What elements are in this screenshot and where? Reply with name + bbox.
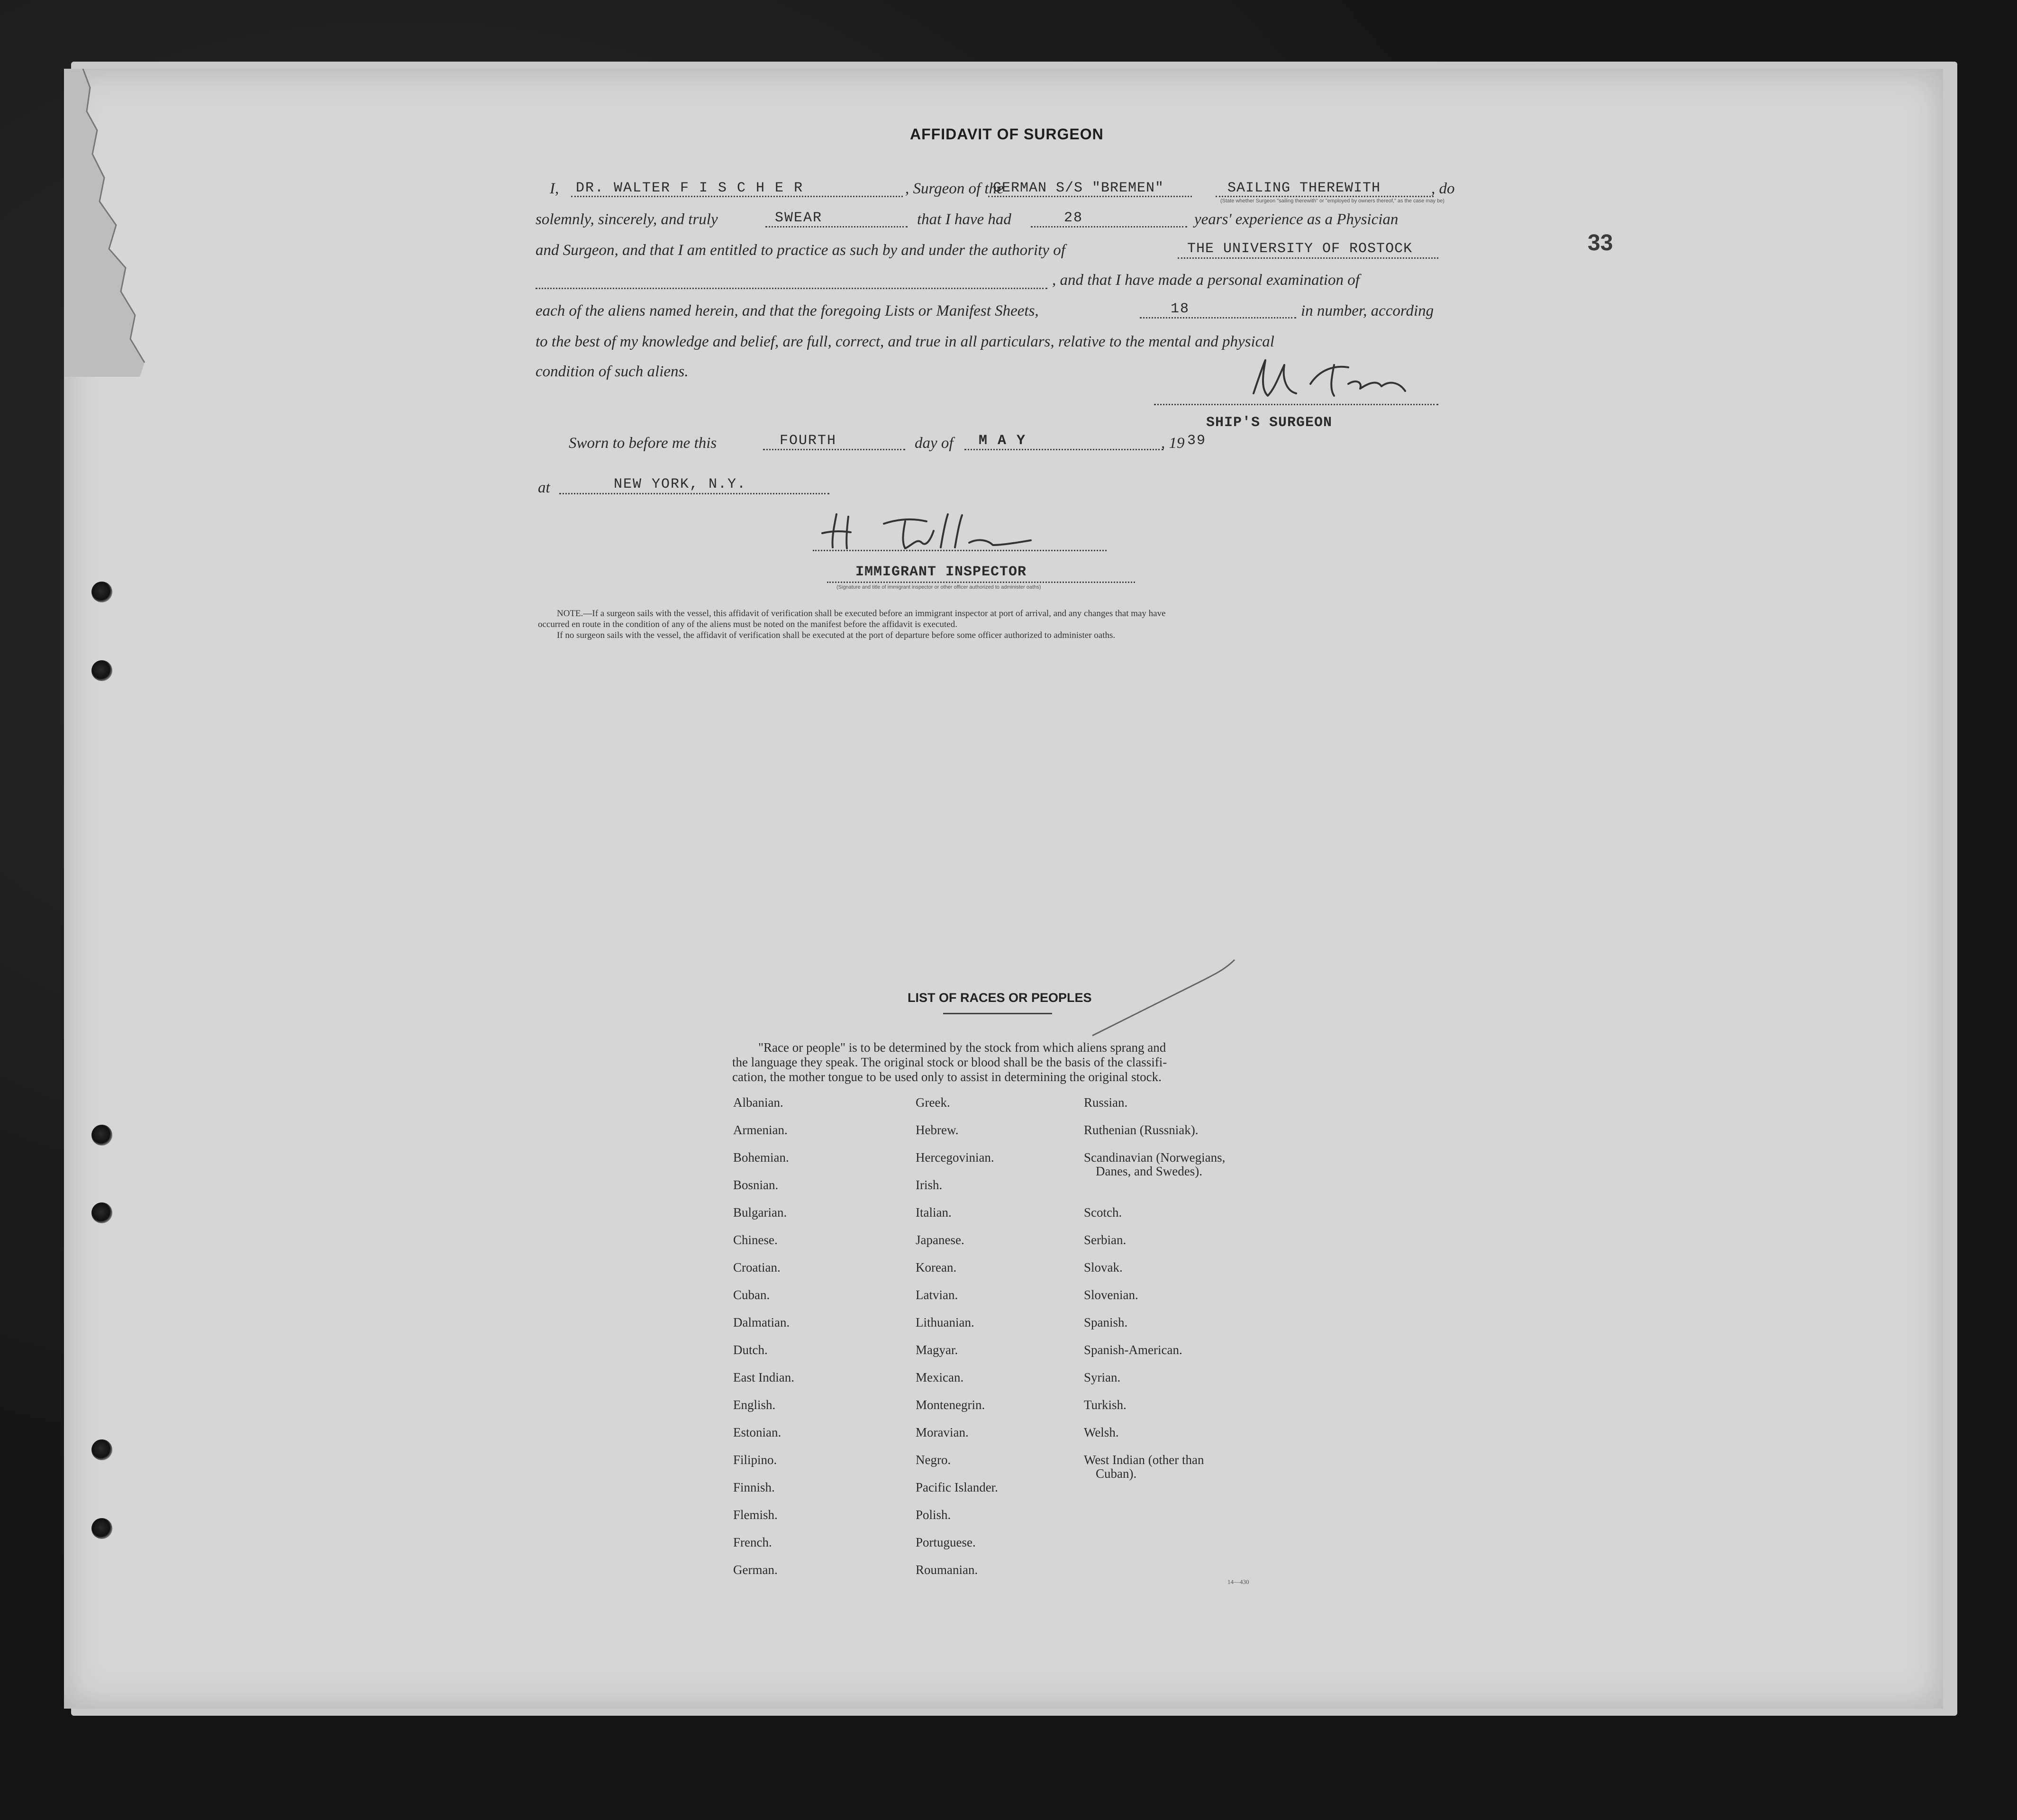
inspector-label: IMMIGRANT INSPECTOR	[855, 564, 1027, 580]
race-item: Syrian.	[1084, 1370, 1121, 1384]
race-item: Pacific Islander.	[916, 1480, 998, 1494]
race-item: Japanese.	[916, 1233, 964, 1247]
status-note: (State whether Surgeon "sailing therewith" or "employed by owners thereof," as the case may be)	[1220, 198, 1445, 204]
race-item: Estonian.	[733, 1425, 781, 1439]
sworn-day: FOURTH	[780, 433, 837, 449]
ship-name: GERMAN S/S "BREMEN"	[993, 180, 1164, 196]
years-experience: 28	[1064, 210, 1083, 226]
race-item: Cuban.	[733, 1288, 770, 1302]
line1-prefix: I,	[550, 180, 559, 197]
race-item: East Indian.	[733, 1370, 794, 1384]
surgeon-status: SAILING THEREWITH	[1227, 180, 1381, 196]
binder-hole	[91, 660, 112, 681]
document-page	[64, 69, 1943, 1709]
sworn-year-prefix: , 19	[1161, 435, 1185, 452]
page-number: 33	[1588, 230, 1613, 255]
race-item: Cuban).	[1096, 1466, 1137, 1481]
races-intro-line-3: cation, the mother tongue to be used only to assist in determining the original stock.	[732, 1070, 1162, 1084]
race-item: Scotch.	[1084, 1205, 1122, 1219]
race-item: German.	[733, 1563, 778, 1577]
race-item: Croatian.	[733, 1260, 781, 1274]
manifest-sheets-underline	[1140, 317, 1296, 318]
race-item: Polish.	[916, 1508, 951, 1522]
line1-mid: , Surgeon of the	[905, 180, 1004, 197]
race-item: Filipino.	[733, 1453, 777, 1467]
race-item: Negro.	[916, 1453, 951, 1467]
race-item: Spanish.	[1084, 1315, 1128, 1329]
races-intro	[732, 1040, 1327, 1084]
race-item: Chinese.	[733, 1233, 778, 1247]
race-item: Bulgarian.	[733, 1205, 787, 1219]
race-item: Moravian.	[916, 1425, 969, 1439]
inspector-signature-line	[813, 550, 1107, 551]
note-line-3: If no surgeon sails with the vessel, the affidavit of verification shall be executed at the port of departure before some officer authorized to administer oaths.	[557, 630, 1116, 640]
form-number: 14—430	[1227, 1578, 1249, 1585]
binder-hole	[91, 1439, 112, 1460]
binder-hole	[91, 582, 112, 602]
line1-suffix: , do	[1431, 180, 1455, 197]
oath-type: SWEAR	[775, 210, 823, 226]
binder-hole	[91, 1518, 112, 1539]
race-item: Scandinavian (Norwegians,	[1084, 1150, 1226, 1165]
note-line-1: NOTE.—If a surgeon sails with the vessel, this affidavit of verification shall be executed before an immigrant inspector at port of arrival, and any changes that may have	[557, 609, 1166, 619]
race-item: Flemish.	[733, 1508, 778, 1522]
surgeon-name: DR. WALTER F I S C H E R	[576, 180, 804, 196]
line2-mid: that I have had	[917, 211, 1011, 228]
surgeon-signature-line	[1154, 404, 1438, 405]
torn-edge	[64, 69, 159, 377]
line2-prefix: solemnly, sincerely, and truly	[536, 211, 718, 228]
race-item: Lithuanian.	[916, 1315, 974, 1329]
surgeon-status-line	[1216, 196, 1434, 197]
sworn-place: NEW YORK, N.Y.	[614, 476, 747, 492]
race-item: Slovenian.	[1084, 1288, 1138, 1302]
race-item: Serbian.	[1084, 1233, 1127, 1247]
surgeon-signature	[1239, 351, 1476, 408]
races-title: LIST OF RACES OR PEOPLES	[908, 991, 1092, 1005]
pencil-mark	[1083, 950, 1249, 1045]
race-item: Portuguese.	[916, 1535, 976, 1549]
race-item: Hebrew.	[916, 1123, 959, 1137]
race-item: English.	[733, 1398, 776, 1412]
race-item: Italian.	[916, 1205, 952, 1219]
sworn-month: M A Y	[979, 433, 1027, 449]
race-item: Korean.	[916, 1260, 957, 1274]
binder-hole	[91, 1202, 112, 1223]
race-item: Mexican.	[916, 1370, 964, 1384]
race-item: Roumanian.	[916, 1563, 978, 1577]
oath-type-line	[765, 226, 908, 228]
line7: condition of such aliens.	[536, 363, 689, 380]
note-line-2: occurred en route in the condition of any of the aliens must be noted on the manifest before the affidavit is executed.	[538, 619, 957, 629]
ship-name-line	[988, 196, 1192, 197]
affidavit-note	[538, 608, 1438, 641]
at-prefix: at	[538, 479, 550, 496]
sworn-prefix: Sworn to before me this	[569, 435, 717, 452]
race-item: French.	[733, 1535, 772, 1549]
races-intro-line-2: the language they speak. The original stock or blood shall be the basis of the classifi-	[732, 1055, 1167, 1069]
sworn-day-line	[763, 449, 905, 450]
surgeon-name-line	[571, 196, 903, 197]
race-item: West Indian (other than	[1084, 1453, 1204, 1467]
race-item: Finnish.	[733, 1480, 775, 1494]
affidavit-title: AFFIDAVIT OF SURGEON	[910, 126, 1104, 143]
race-item: Bosnian.	[733, 1178, 779, 1192]
race-item: Danes, and Swedes).	[1096, 1164, 1202, 1178]
inspector-label-line	[827, 582, 1135, 583]
race-item: Hercegovinian.	[916, 1150, 994, 1165]
line4-suffix: , and that I have made a personal examination of	[1052, 272, 1360, 289]
inspector-note: (Signature and title of immigrant inspector or other officer authorized to administer oaths)	[836, 584, 1041, 590]
line3-prefix: and Surgeon, and that I am entitled to practice as such by and under the authority of	[536, 242, 1065, 259]
race-item: Bohemian.	[733, 1150, 789, 1165]
sworn-month-line	[964, 449, 1163, 450]
licensing-authority-line	[1178, 257, 1438, 259]
line5-prefix: each of the aliens named herein, and that the foregoing Lists or Manifest Sheets,	[536, 302, 1039, 319]
races-title-rule	[943, 1013, 1052, 1014]
race-item: Latvian.	[916, 1288, 958, 1302]
race-item: Irish.	[916, 1178, 943, 1192]
years-experience-line	[1031, 226, 1187, 228]
race-item: Armenian.	[733, 1123, 788, 1137]
race-item: Ruthenian (Russniak).	[1084, 1123, 1199, 1137]
races-intro-line-1: "Race or people" is to be determined by the stock from which aliens sprang and	[758, 1040, 1166, 1055]
race-item: Slovak.	[1084, 1260, 1123, 1274]
race-item: Turkish.	[1084, 1398, 1127, 1412]
line2-suffix: years' experience as a Physician	[1194, 211, 1399, 228]
race-item: Magyar.	[916, 1343, 958, 1357]
ships-surgeon-label: SHIP'S SURGEON	[1206, 415, 1333, 431]
line5-suffix: in number, according	[1301, 302, 1434, 319]
authority-continuation-line	[536, 288, 1047, 289]
manifest-sheets-count: 18	[1171, 301, 1190, 317]
race-item: Spanish-American.	[1084, 1343, 1182, 1357]
binder-hole	[91, 1125, 112, 1146]
sworn-year: 39	[1187, 433, 1207, 449]
sworn-place-line	[559, 493, 829, 494]
race-item: Dalmatian.	[733, 1315, 790, 1329]
race-item: Greek.	[916, 1095, 950, 1110]
inspector-signature	[813, 505, 1059, 557]
licensing-authority: THE UNIVERSITY OF ROSTOCK	[1187, 241, 1413, 257]
sworn-mid: day of	[915, 435, 954, 452]
line6: to the best of my knowledge and belief, are full, correct, and true in all particulars, relative to the mental and physical	[536, 333, 1274, 350]
race-item: Montenegrin.	[916, 1398, 985, 1412]
race-item: Russian.	[1084, 1095, 1128, 1110]
race-item: Dutch.	[733, 1343, 768, 1357]
race-item: Albanian.	[733, 1095, 783, 1110]
race-item: Welsh.	[1084, 1425, 1119, 1439]
